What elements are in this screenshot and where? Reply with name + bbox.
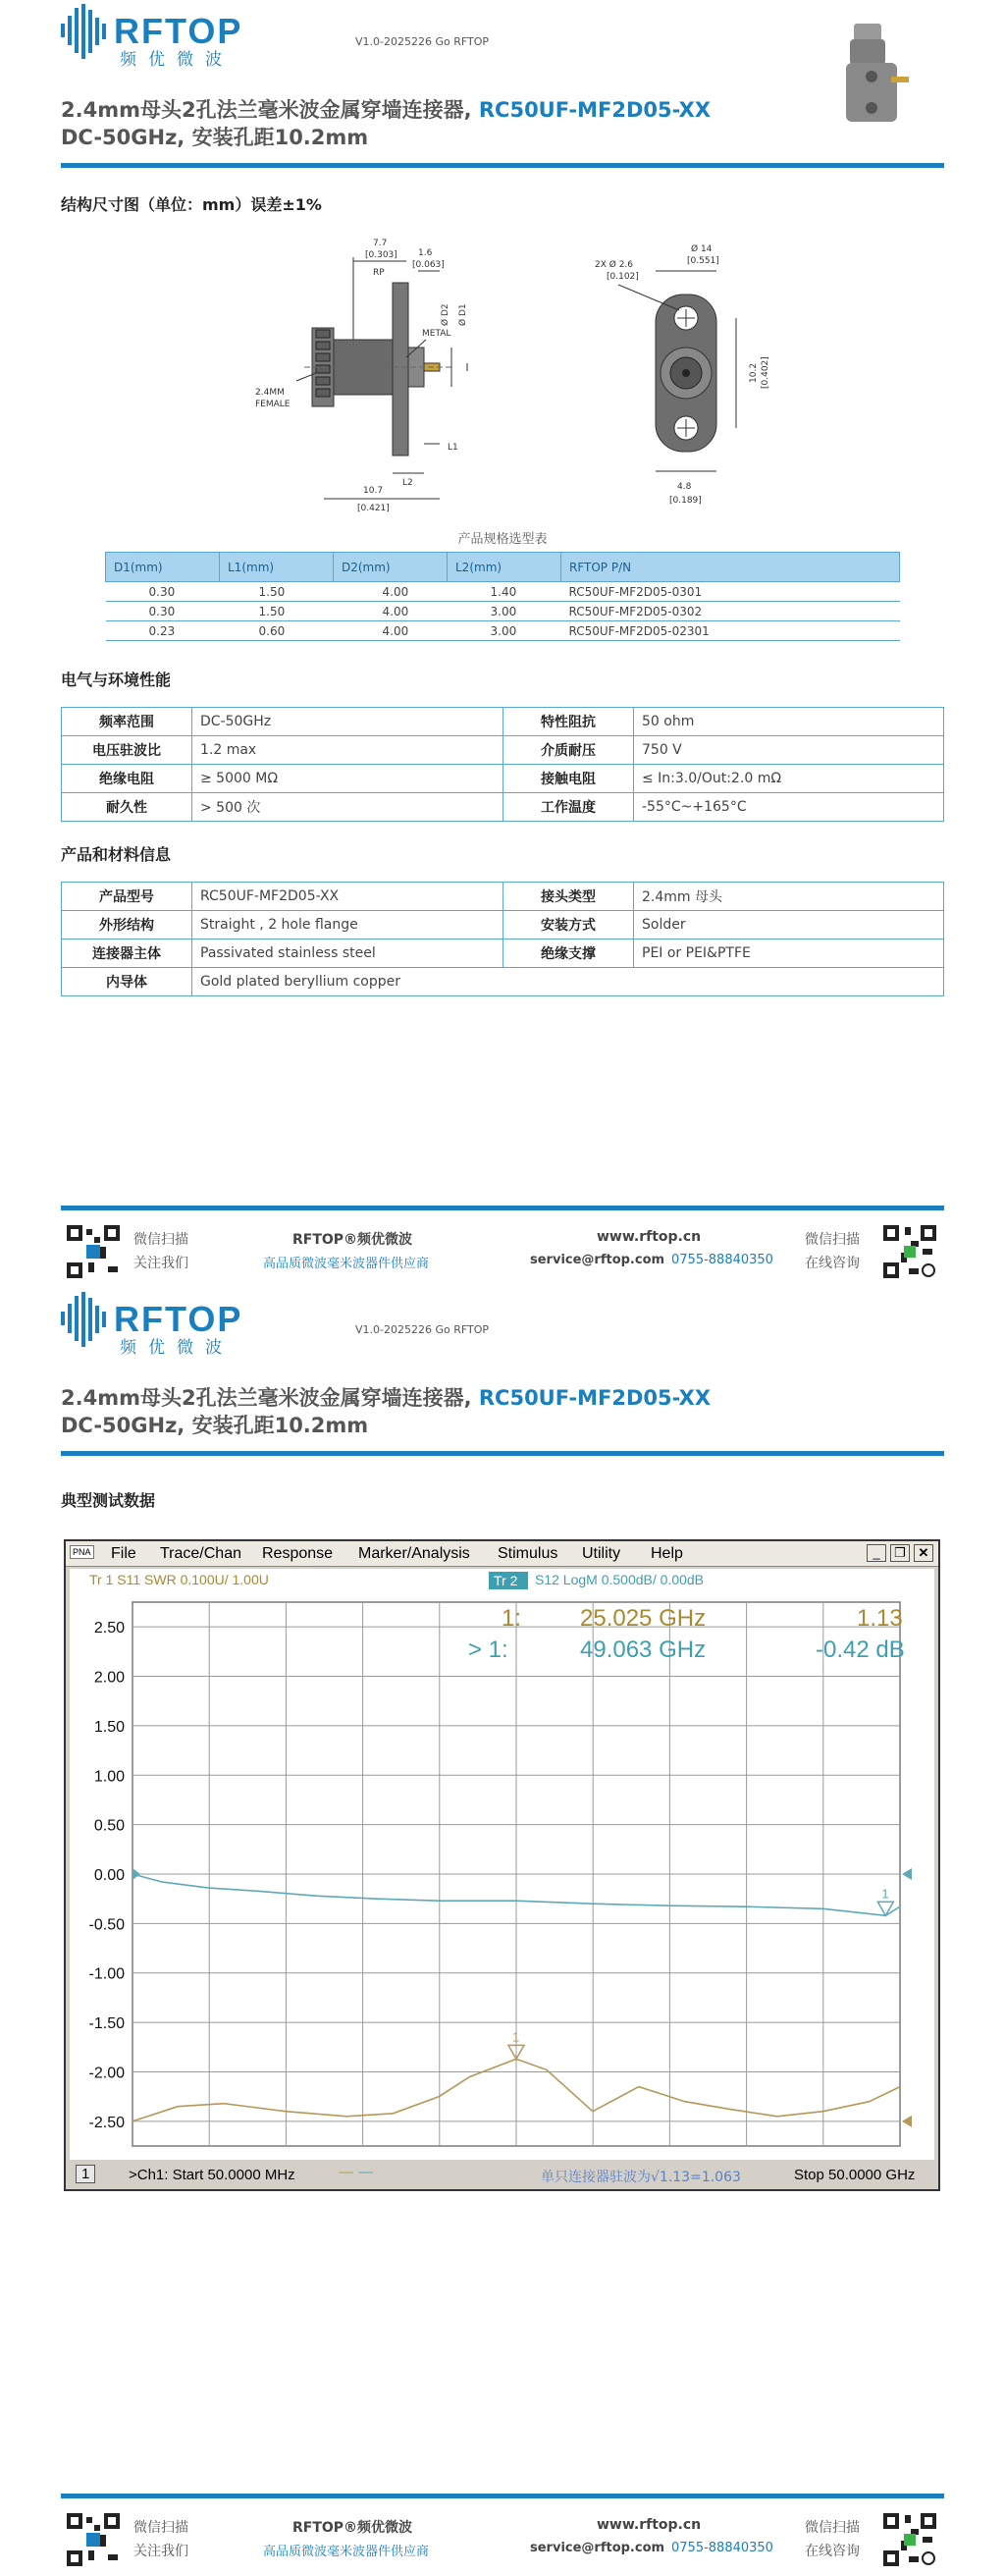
col-l2: L2(mm): [448, 553, 561, 582]
dim-102: 10.2: [749, 362, 759, 383]
footer-consult-2: 在线咨询: [805, 1256, 860, 1271]
minimize-icon[interactable]: _: [867, 1544, 886, 1562]
dim-107: 10.7: [363, 486, 384, 496]
footer-consult-2: 在线咨询: [805, 2544, 860, 2559]
table-row: [62, 708, 944, 736]
status-start: >Ch1: Start 50.0000 MHz: [129, 2167, 295, 2183]
footer-divider: [61, 1206, 944, 1210]
table-row: [106, 602, 900, 621]
menu-stimulus[interactable]: Stimulus: [498, 1545, 558, 1562]
y-tick-label: 0.50: [93, 1817, 125, 1835]
status-note: 单只连接器驻波为√1.13=1.063: [541, 2170, 741, 2185]
footer-wechat-1: 微信扫描: [133, 1232, 188, 1248]
cell-d1: 0.23: [106, 621, 220, 641]
cell-value: RC50UF-MF2D05-XX: [192, 883, 503, 911]
spec-table-caption: 产品规格选型表: [457, 532, 548, 547]
cell-l2: 3.00: [448, 621, 561, 641]
label-female-2: FEMALE: [255, 400, 291, 409]
dim-0303: [0.303]: [365, 250, 397, 260]
materials-table: [61, 882, 944, 996]
label-female-1: 2.4MM: [255, 388, 285, 398]
page-subtitle: DC-50GHz, 安装孔距10.2mm: [61, 126, 369, 149]
footer-phone: 0755-88840350: [671, 2541, 773, 2555]
marker-1-label: 1:: [502, 1605, 522, 1632]
table-row: [62, 736, 944, 765]
vna-plot: [70, 1569, 934, 2160]
qr-code-follow: [65, 2511, 122, 2568]
marker-number: 1: [881, 1886, 889, 1902]
footer-wechat-2: 关注我们: [133, 1256, 188, 1271]
dim-dia14: Ø 14: [691, 244, 713, 254]
version-text: V1.0-2025226 Go RFTOP: [355, 35, 490, 48]
drawing-section-title: 结构尺寸图（单位：mm）误差±1%: [61, 195, 322, 214]
label-l2: L2: [402, 478, 413, 488]
dim-0063: [0.063]: [412, 260, 445, 270]
table-row: [62, 793, 944, 822]
test-section-title: 典型测试数据: [61, 1491, 156, 1510]
footer-brand: RFTOP®频优微波: [292, 2520, 413, 2536]
header-divider: [61, 1451, 944, 1456]
footer-website[interactable]: www.rftop.cn: [597, 1229, 702, 1245]
svg-text:RFTOP: RFTOP: [114, 11, 243, 51]
menu-trace-chan[interactable]: Trace/Chan: [160, 1545, 241, 1562]
front-view: [656, 295, 716, 452]
cell-d1: 0.30: [106, 602, 220, 621]
table-row: [62, 911, 944, 939]
menu-help[interactable]: Help: [651, 1545, 683, 1562]
footer-website[interactable]: www.rftop.cn: [597, 2517, 702, 2533]
y-tick-label: 0.00: [93, 1867, 125, 1884]
vna-menubar: [66, 1541, 938, 1567]
cell-key: 连接器主体: [62, 939, 192, 968]
spec-table-header: [106, 553, 900, 582]
cell-d2: 4.00: [334, 602, 448, 621]
product-photo: [832, 20, 911, 128]
cell-key: 内导体: [62, 968, 192, 996]
cell-pn: RC50UF-MF2D05-02301: [561, 621, 900, 641]
y-tick-label: 2.00: [93, 1669, 125, 1687]
status-stop: Stop 50.0000 GHz: [794, 2167, 916, 2183]
page-title: [61, 1382, 711, 1412]
cell-value: 750 V: [634, 736, 944, 765]
table-row: [106, 582, 900, 602]
electrical-section-title: 电气与环境性能: [61, 671, 172, 689]
marker-1-freq: 25.025 GHz: [580, 1605, 707, 1632]
cell-pn: RC50UF-MF2D05-0302: [561, 602, 900, 621]
footer-consult-1: 微信扫描: [805, 1232, 860, 1248]
dim-0402: [0.402]: [761, 356, 770, 389]
cell-key: 绝缘电阻: [62, 765, 192, 793]
trace-1-label: Tr 1 S11 SWR 0.100U/ 1.00U: [89, 1572, 269, 1587]
y-tick-label: -1.50: [88, 2015, 125, 2033]
dim-0421: [0.421]: [357, 504, 390, 513]
s12-legend-swatch: —: [358, 2164, 373, 2180]
footer-brand: RFTOP®频优微波: [292, 1232, 413, 1248]
footer-email[interactable]: service@rftop.com: [530, 1253, 665, 1267]
y-tick-label: -1.00: [88, 1965, 125, 1983]
header-divider: [61, 163, 944, 168]
cell-value: Solder: [634, 911, 944, 939]
marker-1-value: 1.13: [857, 1605, 903, 1632]
menu-utility[interactable]: Utility: [582, 1545, 621, 1562]
y-tick-label: -2.50: [88, 2114, 125, 2131]
cell-key: 频率范围: [62, 708, 192, 736]
cell-d2: 4.00: [334, 582, 448, 602]
cell-value: > 500 次: [192, 793, 503, 822]
cell-value: 50 ohm: [634, 708, 944, 736]
electrical-table: [61, 707, 944, 822]
vna-plot-screen: [70, 1569, 934, 2160]
table-row: [62, 765, 944, 793]
footer-slogan: 高品质微波毫米波器件供应商: [263, 1257, 430, 1271]
svg-text:RFTOP: RFTOP: [114, 1299, 243, 1339]
footer-slogan: 高品质微波毫米波器件供应商: [263, 2545, 430, 2559]
cell-l1: 1.50: [220, 582, 334, 602]
cell-value: Passivated stainless steel: [192, 939, 503, 968]
qr-code-consult: [881, 1223, 938, 1280]
table-row: [62, 939, 944, 968]
cell-value: 1.2 max: [192, 736, 503, 765]
marker-2-freq: 49.063 GHz: [580, 1637, 707, 1663]
label-l1: L1: [448, 443, 458, 453]
side-view: [304, 283, 451, 456]
vna-screenshot: [64, 1539, 940, 2191]
cell-key: 绝缘支撑: [503, 939, 634, 968]
s11-legend-swatch: —: [339, 2164, 353, 2180]
dim-48: 4.8: [677, 482, 692, 492]
cell-key: 接头类型: [503, 883, 634, 911]
table-row: [62, 968, 944, 996]
cell-key: 耐久性: [62, 793, 192, 822]
cell-value: Gold plated beryllium copper: [192, 968, 944, 996]
channel-index: 1: [76, 2165, 95, 2183]
footer-consult-1: 微信扫描: [805, 2520, 860, 2536]
cell-l1: 0.60: [220, 621, 334, 641]
cell-l2: 3.00: [448, 602, 561, 621]
trace-2-label: S12 LogM 0.500dB/ 0.00dB: [535, 1572, 705, 1587]
brand-cn-text: 频优微波: [120, 1338, 234, 1358]
cell-pn: RC50UF-MF2D05-0301: [561, 582, 900, 602]
qr-code-follow: [65, 1223, 122, 1280]
y-tick-label: -0.50: [88, 1916, 125, 1934]
cell-key: 工作温度: [503, 793, 634, 822]
col-d2: D2(mm): [334, 553, 448, 582]
label-metal: METAL: [422, 329, 451, 339]
table-row: [106, 621, 900, 641]
marker-2-label: > 1:: [468, 1637, 508, 1663]
marker-2-value: -0.42 dB: [816, 1637, 905, 1663]
spec-table: [105, 552, 900, 641]
cell-d1: 0.30: [106, 582, 220, 602]
col-pn: RFTOP P/N: [561, 553, 900, 582]
cell-key: 电压驻波比: [62, 736, 192, 765]
materials-section-title: 产品和材料信息: [61, 845, 172, 864]
cell-value: ≥ 5000 MΩ: [192, 765, 503, 793]
cell-key: 介质耐压: [503, 736, 634, 765]
footer-email[interactable]: service@rftop.com: [530, 2541, 665, 2555]
label-hole: 2X Ø 2.6: [595, 260, 634, 270]
restore-icon[interactable]: ❐: [890, 1544, 910, 1562]
col-d1: D1(mm): [106, 553, 220, 582]
dim-77: 7.7: [373, 239, 388, 248]
page-title: [61, 94, 711, 124]
label-d2: Ø D2: [441, 303, 450, 326]
version-text: V1.0-2025226 Go RFTOP: [355, 1323, 490, 1336]
cell-key: 安装方式: [503, 911, 634, 939]
cell-value: -55°C~+165°C: [634, 793, 944, 822]
y-tick-label: -2.00: [88, 2065, 125, 2082]
cell-l2: 1.40: [448, 582, 561, 602]
part-number: RC50UF-MF2D05-XX: [478, 1386, 712, 1410]
footer-wechat-1: 微信扫描: [133, 2520, 188, 2536]
marker-number: 1: [512, 2029, 520, 2045]
title-text: 2.4mm母头2孔法兰毫米波金属穿墙连接器,: [61, 1386, 479, 1410]
cell-key: 特性阻抗: [503, 708, 634, 736]
menu-file[interactable]: File: [111, 1545, 136, 1562]
cell-value: 2.4mm 母头: [634, 883, 944, 911]
title-text: 2.4mm母头2孔法兰毫米波金属穿墙连接器,: [61, 98, 479, 122]
page-subtitle: DC-50GHz, 安装孔距10.2mm: [61, 1414, 369, 1437]
trace-2-tag: Tr 2: [494, 1573, 518, 1588]
col-l1: L1(mm): [220, 553, 334, 582]
label-d1: Ø D1: [458, 303, 468, 326]
dimension-drawing: [226, 232, 785, 516]
cell-d2: 4.00: [334, 621, 448, 641]
y-tick-label: 2.50: [93, 1620, 125, 1637]
menu-response[interactable]: Response: [262, 1545, 334, 1562]
dim-dia14-in: [0.551]: [687, 256, 719, 266]
cell-l1: 1.50: [220, 602, 334, 621]
cell-key: 接触电阻: [503, 765, 634, 793]
y-tick-label: 1.00: [93, 1768, 125, 1786]
table-row: [62, 883, 944, 911]
label-rp: RP: [373, 268, 385, 278]
menu-marker-analysis[interactable]: Marker/Analysis: [358, 1545, 470, 1562]
footer-phone: 0755-88840350: [671, 1253, 773, 1267]
vna-status-bar: [66, 2162, 938, 2189]
pna-badge: PNA: [70, 1545, 94, 1559]
y-tick-label: 1.50: [93, 1718, 125, 1736]
cell-value: DC-50GHz: [192, 708, 503, 736]
part-number: RC50UF-MF2D05-XX: [478, 98, 712, 122]
dim-0189: [0.189]: [669, 496, 702, 506]
close-icon[interactable]: ✕: [914, 1544, 933, 1562]
brand-cn-text: 频优微波: [120, 50, 234, 70]
label-hole-in: [0.102]: [607, 272, 639, 282]
footer-wechat-2: 关注我们: [133, 2544, 188, 2559]
dim-16: 1.6: [418, 248, 433, 258]
cell-key: 外形结构: [62, 911, 192, 939]
datasheet-page-2: [0, 1288, 1005, 2576]
cell-value: ≤ In:3.0/Out:2.0 mΩ: [634, 765, 944, 793]
cell-value: PEI or PEI&PTFE: [634, 939, 944, 968]
cell-key: 产品型号: [62, 883, 192, 911]
qr-code-consult: [881, 2511, 938, 2568]
footer-divider: [61, 2494, 944, 2498]
cell-value: Straight , 2 hole flange: [192, 911, 503, 939]
